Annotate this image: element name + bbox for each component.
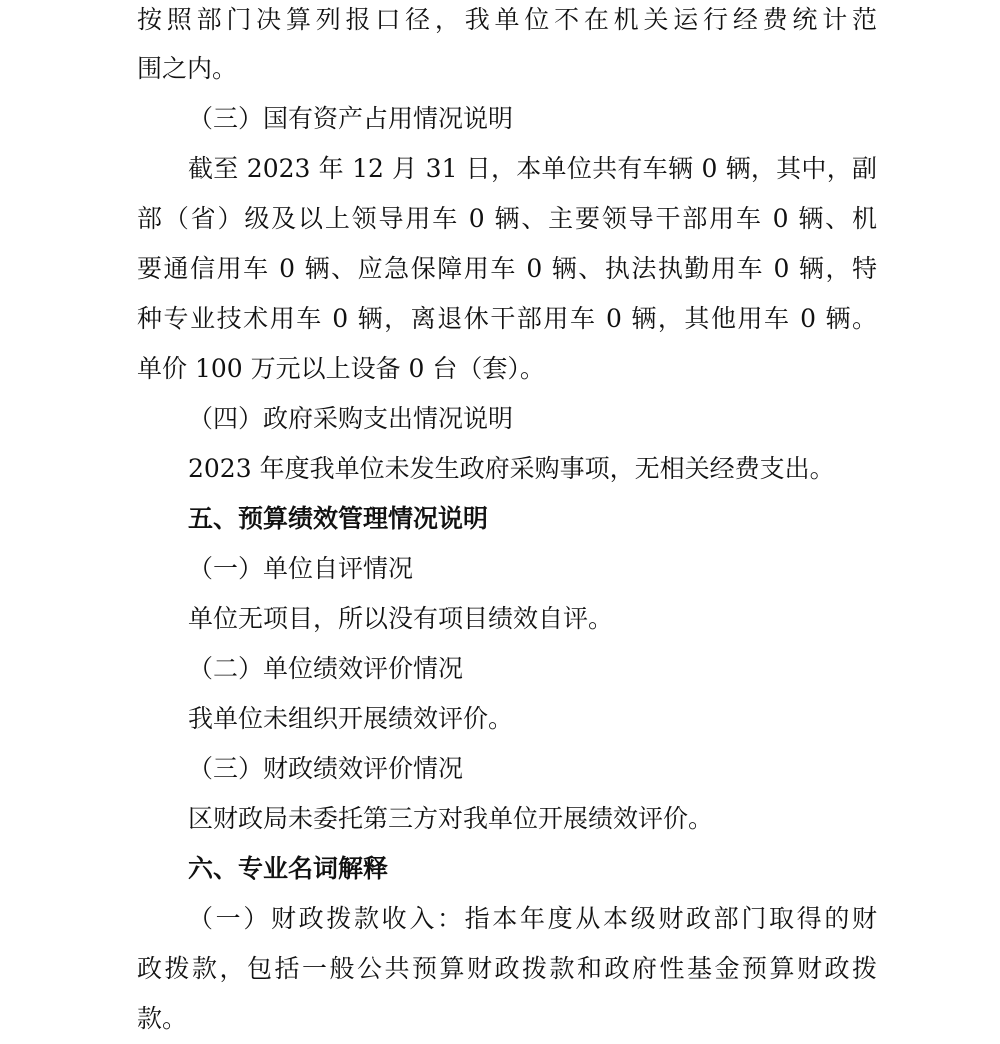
- paragraph-line: 种专业技术用车 0 辆，离退休干部用车 0 辆，其他用车 0 辆。: [137, 304, 877, 333]
- paragraph-line: 2023 年度我单位未发生政府采购事项，无相关经费支出。: [188, 454, 835, 483]
- chapter-heading: 五、预算绩效管理情况说明: [188, 504, 489, 533]
- paragraph-line: 围之内。: [137, 54, 238, 83]
- paragraph-line: （一）财政拨款收入：指本年度从本级财政部门取得的财: [188, 904, 877, 933]
- paragraph-line: 要通信用车 0 辆、应急保障用车 0 辆、执法执勤用车 0 辆，特: [137, 254, 877, 283]
- paragraph-line: 按照部门决算列报口径，我单位不在机关运行经费统计范: [137, 5, 877, 34]
- paragraph-line: 部（省）级及以上领导用车 0 辆、主要领导干部用车 0 辆、机: [137, 204, 877, 233]
- paragraph-line: 款。: [137, 1004, 188, 1033]
- paragraph-line: 政拨款，包括一般公共预算财政拨款和政府性基金预算财政拨: [137, 954, 877, 983]
- section-heading: （三）国有资产占用情况说明: [188, 104, 514, 133]
- paragraph-line: 单位无项目，所以没有项目绩效自评。: [188, 604, 614, 633]
- paragraph-line: 截至 2023 年 12 月 31 日，本单位共有车辆 0 辆，其中，副: [188, 154, 877, 183]
- section-heading: （一）单位自评情况: [188, 554, 414, 583]
- chapter-heading: 六、专业名词解释: [188, 854, 389, 883]
- section-heading: （四）政府采购支出情况说明: [188, 404, 514, 433]
- paragraph-line: 区财政局未委托第三方对我单位开展绩效评价。: [188, 804, 714, 833]
- paragraph-line: 单价 100 万元以上设备 0 台（套）。: [137, 354, 545, 383]
- section-heading: （三）财政绩效评价情况: [188, 754, 464, 783]
- section-heading: （二）单位绩效评价情况: [188, 654, 464, 683]
- paragraph-line: 我单位未组织开展绩效评价。: [188, 704, 514, 733]
